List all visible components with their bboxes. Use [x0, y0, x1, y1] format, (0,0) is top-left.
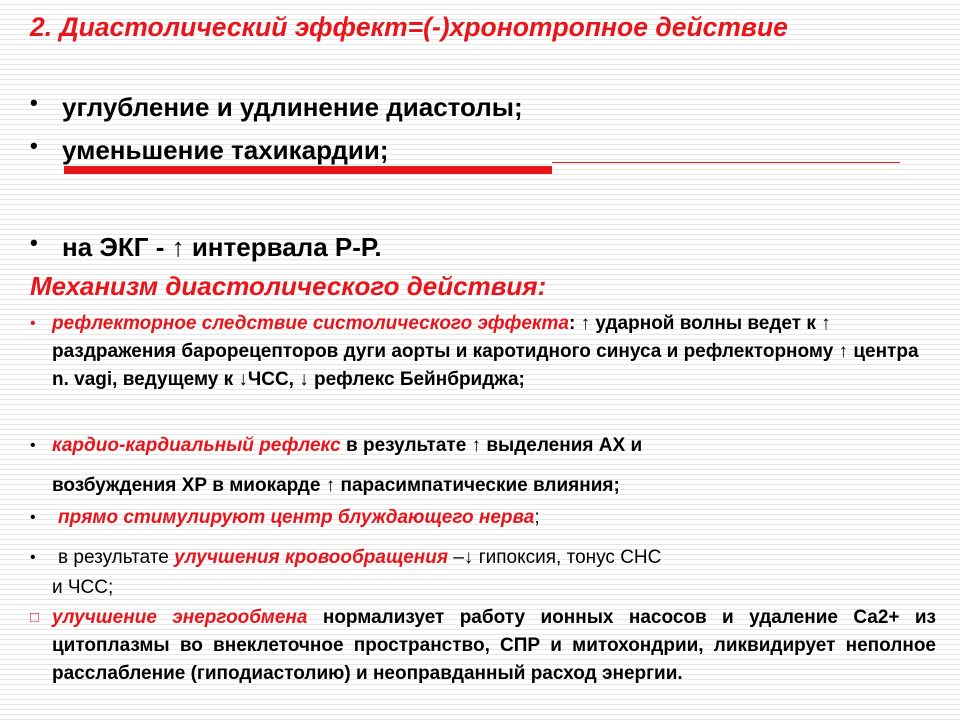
- item-text: –↓ гипоксия, тонус СНС: [448, 547, 662, 568]
- bullet-marker: •: [30, 230, 38, 255]
- bullet-item-3: [30, 232, 942, 262]
- bullet-marker: •: [30, 90, 38, 115]
- item-lead: прямо стимулируют центр блуждающего нерва: [58, 507, 535, 528]
- item-text: в результате ↑ выделения АХ и: [340, 435, 643, 456]
- square-bullet-icon: □: [30, 609, 40, 626]
- mechanism-heading: Механизм диастолического действия:: [30, 271, 547, 301]
- bullet-text: уменьшение тахикардии;: [62, 135, 389, 165]
- mechanism-item-2: [30, 432, 932, 460]
- mechanism-item-2-cont: [52, 472, 912, 500]
- bullet-marker: •: [30, 133, 38, 158]
- item-lead: улучшения кровообращения: [174, 547, 449, 568]
- item-lead: рефлекторное следствие систолического эффекта: [52, 313, 569, 334]
- mechanism-item-4-cont: [52, 574, 912, 602]
- item-text: возбуждения ХР в миокарде ↑ парасимпатические влияния;: [52, 475, 620, 496]
- mechanism-item-1: [30, 310, 932, 394]
- item-text: нормализует работу ионных насосов и удаление Са2+ из цитоплазмы во внеклеточное пространство, СПР и митохондрии, ликвидирует неполное расслабление (гиподиастолию) и неоправданный расход энергии.: [52, 607, 936, 684]
- item-lead: улучшение энергообмена: [52, 607, 308, 628]
- bullet-marker: •: [30, 437, 36, 454]
- slide-title: 2. Диастолический эффект=(-)хронотропное действие: [30, 12, 788, 42]
- item-text-pre: в результате: [58, 547, 175, 568]
- bullet-marker: •: [30, 509, 36, 526]
- bullet-text: углубление и удлинение диастолы;: [62, 92, 523, 122]
- bullet-item-2: [30, 135, 942, 165]
- item-text: и ЧСС;: [52, 577, 114, 598]
- bullet-item-1: [30, 92, 942, 122]
- bullet-text: на ЭКГ - ↑ интервала Р-Р.: [62, 232, 382, 262]
- item-lead: кардио-кардиальный рефлекс: [52, 435, 341, 456]
- mechanism-item-5: [30, 604, 936, 688]
- item-text: ;: [534, 507, 540, 528]
- accent-bar-thick: [64, 166, 552, 174]
- bullet-marker: •: [30, 549, 36, 566]
- item-text: : ↑ ударной волны ведет к ↑ раздражения барорецепторов дуги аорты и каротидного синуса и рефлекторному ↑ центра n. vagi, ведущему к ↓ЧСС, ↓ рефлекс Бейнбриджа;: [52, 313, 919, 390]
- mechanism-item-4: [30, 544, 938, 572]
- bullet-marker: •: [30, 315, 36, 332]
- mechanism-item-3: [30, 504, 938, 532]
